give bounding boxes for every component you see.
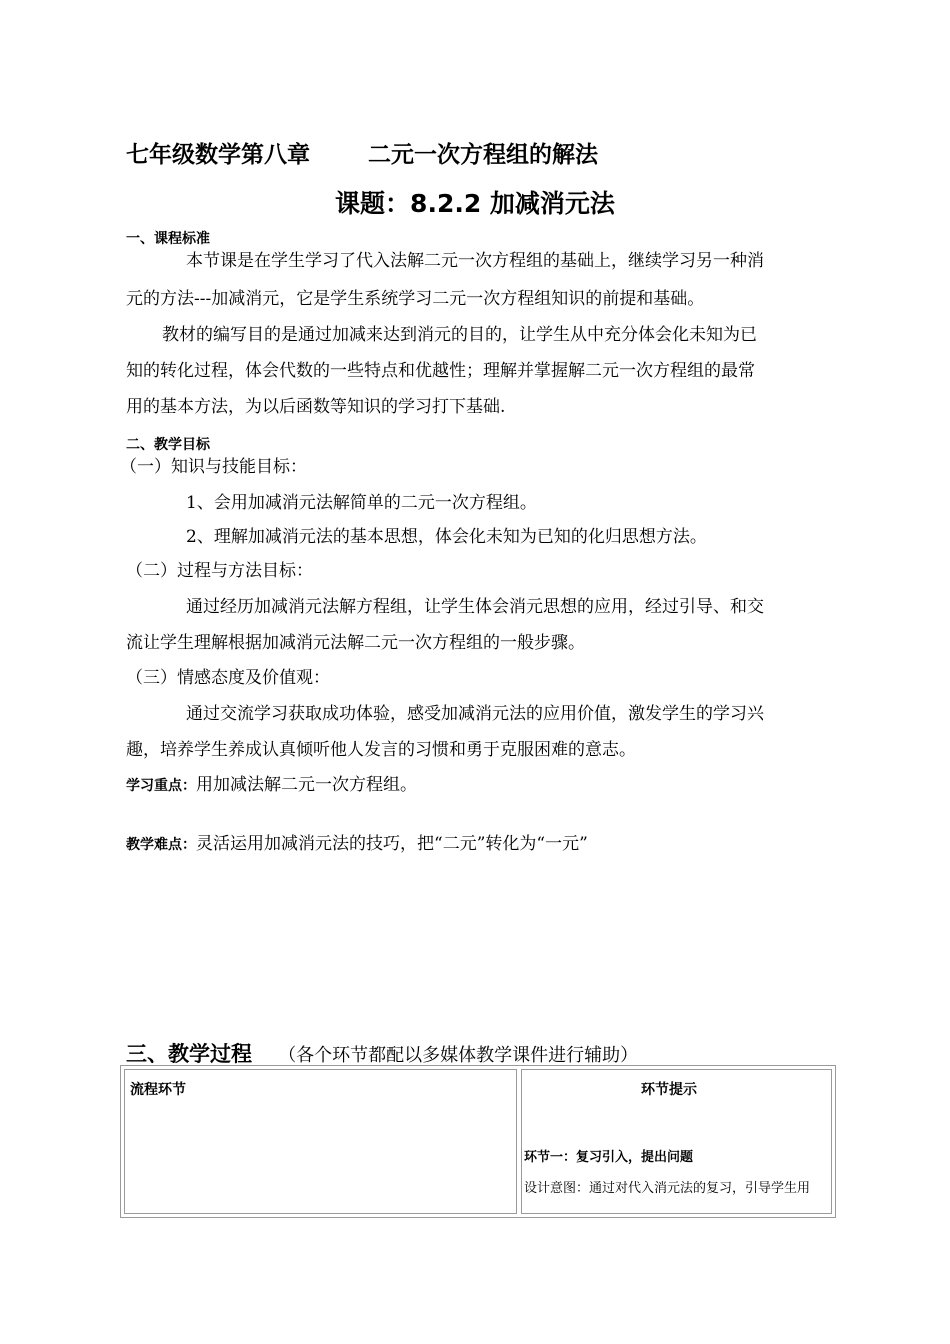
difficulty-text: 灵活运用加减消元法的技巧，把“二元”转化为“一元” (196, 834, 588, 854)
section2-sub1: （一）知识与技能目标： (120, 457, 307, 477)
lesson-title: 课题：8.2.2 加减消元法 (335, 189, 615, 218)
section2-sub3-line2: 趣，培养学生养成认真倾听他人发言的习惯和勇于克服困难的意志。 (126, 740, 636, 760)
chapter-line: 七年级数学第八章 (126, 142, 310, 168)
section1-heading: 一、课程标准 (126, 231, 210, 247)
section2-sub3-line1: 通过交流学习获取成功体验，感受加减消元法的应用价值，激发学生的学习兴 (186, 704, 764, 724)
key-point-label: 学习重点： (126, 778, 196, 794)
section1-para1-line2: 元的方法---加减消元，它是学生系统学习二元一次方程组知识的前提和基础。 (126, 289, 705, 309)
section3-heading: 三、教学过程 (126, 1042, 252, 1066)
section2-sub2-line2: 流让学生理解根据加减消元法解二元一次方程组的一般步骤。 (126, 633, 585, 653)
chapter-title (126, 136, 598, 169)
section2-heading: 二、教学目标 (126, 437, 210, 453)
section2-item1: 1、会用加减消元法解简单的二元一次方程组。 (186, 493, 537, 513)
key-point (126, 775, 417, 795)
col2-header: 环节提示 (641, 1082, 697, 1098)
section1-para1-line1: 本节课是在学生学习了代入法解二元一次方程组的基础上，继续学习另一种消 (186, 251, 764, 271)
chapter-topic: 二元一次方程组的解法 (368, 142, 599, 168)
step1-intent: 设计意图：通过对代入消元法的复习，引导学生用 (524, 1181, 811, 1196)
key-point-text: 用加减法解二元一次方程组。 (196, 775, 417, 795)
section1-para2-line1: 教材的编写目的是通过加减来达到消元的目的，让学生从中充分体会化未知为已 (162, 325, 757, 345)
table-column-divider (516, 1069, 522, 1214)
section1-para2-line3: 用的基本方法，为以后函数等知识的学习打下基础. (126, 397, 506, 417)
difficulty-label: 教学难点： (126, 837, 196, 853)
section3-note: （各个环节都配以多媒体教学课件进行辅助） (278, 1045, 639, 1066)
section2-sub2-line1: 通过经历加减消元法解方程组，让学生体会消元思想的应用，经过引导、和交 (186, 597, 764, 617)
step1-title: 环节一：复习引入，提出问题 (524, 1150, 694, 1165)
section2-item2: 2、理解加减消元法的基本思想，体会化未知为已知的化归思想方法。 (186, 527, 707, 547)
difficulty-point (126, 834, 588, 854)
col1-header: 流程环节 (130, 1082, 186, 1098)
section3-header (126, 1038, 638, 1068)
section2-sub3: （三）情感态度及价值观： (126, 668, 330, 688)
section2-sub2: （二）过程与方法目标： (126, 561, 313, 581)
process-table (120, 1065, 836, 1218)
section1-para2-line2: 知的转化过程，体会代数的一些特点和优越性；理解并掌握解二元一次方程组的最常 (126, 361, 755, 381)
